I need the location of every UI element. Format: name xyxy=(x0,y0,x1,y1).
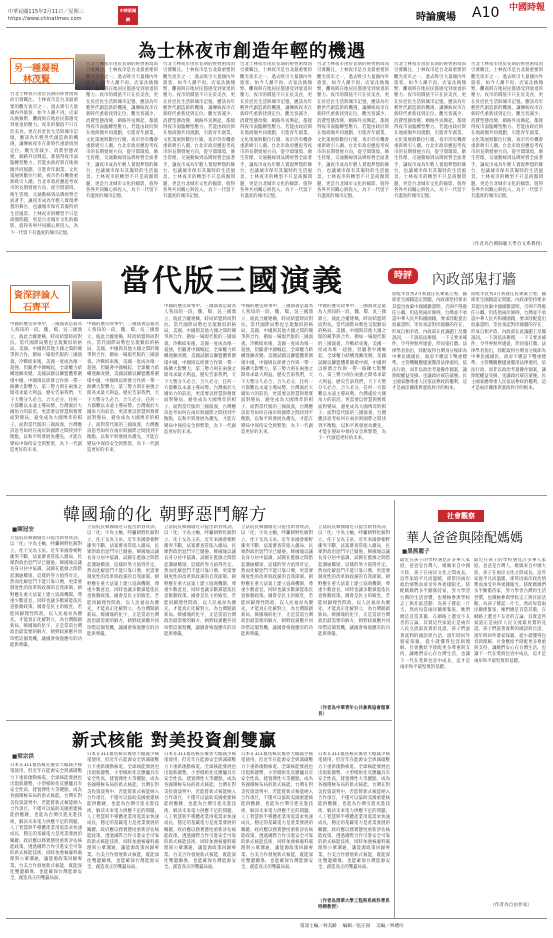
article1-body-col6: 台北士林夜市由於長期的經營困境而引發關注。士林夜市是台北最重要的觀光夜市之一，過去吸引大量國內外旅客，如今人潮不再、店家汰換頻繁，攤商與在地居民都感受到衰退的壓力。夜市的價值不只在於美食，更在於庶民生活與城市記憶，應該為年輕世代創造新的機遇，讓傳統夜市在新時代重新找到定位。觀光客減少、消費型態改變、網路外送興起，都使得夜市面臨轉型壓力。若能由政府與在地商圈共同規劃，引進青年創業、文化策展與數位行銷，夜市仍有機會重新吸引人潮。台北市政府應思考夜市的長期發展方向，從空間環境、衛生管理、交通動線到品牌經營全面著手，讓夜市成為年輕人實現夢想的舞台，也讓城市保有其獨特的生活風景。士林夜市的轉型不只是商圈問題，更是台北城市文化的縮影，值得各界共同關心與投入，為下一代留下有溫度的城市記憶。 xyxy=(394,62,466,200)
article6-body-col3: 日本在311福島核災後曾大幅減少核電使用，但近年在能源安全與減碳壓力下重新啟動核電。全球核能發展也出現新趨勢，小型模組化反應爐具有安全性高、建置彈性大等優點，成為各國積極布局的新式核能。台灣在對美投資談判中，若能將新式核能納入合作項目，不僅可以協助美國重建核能供應鏈，也能為台灣引進先進技術，解決未來電力供應不足的問題。人工智慧與半導體產業用電需求快速成長，穩定的基載電力是產業發展的關鍵。政府應以務實態度重新評估核能政策，透過國際合作引進安全可靠的新式核能技術，同時加強核廢料處理與公眾溝通，讓能源政策回歸專業。台美合作發展新式核能，既能深化雙邊關係，也能確保台灣能源安全，創造真正的雙贏局面。 xyxy=(164,752,236,871)
article3-headline: 內政部鬼打牆 xyxy=(432,272,516,288)
divider-vertical xyxy=(394,500,395,918)
footer-rule xyxy=(6,918,547,919)
article3-body-col1: 陸配李貞秀2月初就任民眾黨立委，隨即產生國籍認定問題。內政部堅持要求其提出放棄中國國籍證明，否則不得擔任公職，但依照兩岸條例，台灣並不承認中華人民共和國國籍，要求陸配提出放棄證明，等於承認對岸國籍的存在，形成自相矛盾。內政部在此議題上反覆說詞，一下說依法辦理，一下又要求補件，令外界無所適從，形同鬼打牆。法律學者指出，陸配取得台灣身分後即為中華民國國民，政府不應設下雙重標準。主管機關應儘速釐清法律適用，依法行政，而非以政治考量操作個案，讓陸配權益受損，也讓政府威信蒙塵。民主國家應尊重人民依法參政的權利，這才是兩岸關係與憲政秩序的根本。 xyxy=(392,292,467,392)
article3-body-col2: 陸配李貞秀2月初就任民眾黨立委，隨即產生國籍認定問題。內政部堅持要求其提出放棄中國國籍證明，否則不得擔任公職，但依照兩岸條例，台灣並不承認中華人民共和國國籍，要求陸配提出放棄證明，等於承認對岸國籍的存在，形成自相矛盾。內政部在此議題上反覆說詞，一下說依法辦理，一下又要求補件，令外界無所適從，形同鬼打牆。法律學者指出，陸配取得台灣身分後即為中華民國國民，政府不應設下雙重標準。主管機關應儘速釐清法律適用，依法行政，而非以政治考量操作個案，讓陸配權益受損，也讓政府威信蒙塵。民主國家應尊重人民依法參政的權利，這才是兩岸關係與憲政秩序的根本。 xyxy=(471,292,546,392)
article1-body-col3: 台北士林夜市由於長期的經營困境而引發關注。士林夜市是台北最重要的觀光夜市之一，過去吸引大量國內外旅客，如今人潮不再、店家汰換頻繁，攤商與在地居民都感受到衰退的壓力。夜市的價值不只在於美食，更在於庶民生活與城市記憶，應該為年輕世代創造新的機遇，讓傳統夜市在新時代重新找到定位。觀光客減少、消費型態改變、網路外送興起，都使得夜市面臨轉型壓力。若能由政府與在地商圈共同規劃，引進青年創業、文化策展與數位行銷，夜市仍有機會重新吸引人潮。台北市政府應思考夜市的長期發展方向，從空間環境、衛生管理、交通動線到品牌經營全面著手，讓夜市成為年輕人實現夢想的舞台，也讓城市保有其獨特的生活風景。士林夜市的轉型不只是商圈問題，更是台北城市文化的縮影，值得各界共同關心與投入，為下一代留下有溫度的城市記憶。 xyxy=(163,62,235,200)
article5-label: 社會觀察 xyxy=(438,510,484,522)
article1-body-col4: 台北士林夜市由於長期的經營困境而引發關注。士林夜市是台北最重要的觀光夜市之一，過去吸引大量國內外旅客，如今人潮不再、店家汰換頻繁，攤商與在地居民都感受到衰退的壓力。夜市的價值不只在於美食，更在於庶民生活與城市記憶，應該為年輕世代創造新的機遇，讓傳統夜市在新時代重新找到定位。觀光客減少、消費型態改變、網路外送興起，都使得夜市面臨轉型壓力。若能由政府與在地商圈共同規劃，引進青年創業、文化策展與數位行銷，夜市仍有機會重新吸引人潮。台北市政府應思考夜市的長期發展方向，從空間環境、衛生管理、交通動線到品牌經營全面著手，讓夜市成為年輕人實現夢想的舞台，也讓城市保有其獨特的生活風景。士林夜市的轉型不只是商圈問題，更是台北城市文化的縮影，值得各界共同關心與投入，為下一代留下有溫度的城市記憶。 xyxy=(240,62,312,200)
article2-body-col3: 中國的歷史故事中，三國演義是最為人熟知的一段，魏、蜀、吳三國鼎立，彼此合縱連橫，時而結盟時而對抗。當代國際局勢也呈現類似的格局，美國、中國與其他大國之間的競爭與合作，猶如一場現代版的三國演義。冷戰結束後，美國一度成為唯一超強，但隨著中國崛起，全球權力結構逐漸改變。美國試圖以聯盟體系圍堵中國，中國則以經濟合作與一帶一路擴大影響力，第三勢力則在兩強之間尋求最大利益。歷史告訴我們，天下大勢分久必合、合久必分，任何一方都難以永遠主導局勢。台灣處於大國角力的前沿，更需要以智慧與務實面對變局，避免成為大國博弈的棋子。面對當代版的三國演義，台灣應該思考如何在兩岸與國際之間找到平衡點，以和平與發展為優先，才能在變局中保持安全與繁榮，為下一代創造更好的未來。 xyxy=(164,304,236,435)
article3-label-text: 時評 xyxy=(388,268,418,284)
article5-headline: 華人爸爸與陸配媽媽 xyxy=(406,531,524,546)
article6-body-col5: 日本在311福島核災後曾大幅減少核電使用，但近年在能源安全與減碳壓力下重新啟動核電。全球核能發展也出現新趨勢，小型模組化反應爐具有安全性高、建置彈性大等優點，成為各國積極布局的新式核能。台灣在對美投資談判中，若能將新式核能納入合作項目，不僅可以協助美國重建核能供應鏈，也能為台灣引進先進技術，解決未來電力供應不足的問題。人工智慧與半導體產業用電需求快速成長，穩定的基載電力是產業發展的關鍵。政府應以務實態度重新評估核能政策，透過國際合作引進安全可靠的新式核能技術，同時加強核廢料處理與公眾溝通，讓能源政策回歸專業。台美合作發展新式核能，既能深化雙邊關係，也能確保台灣能源安全，創造真正的雙贏局面。 xyxy=(318,752,390,871)
article6-body-col4: 日本在311福島核災後曾大幅減少核電使用，但近年在能源安全與減碳壓力下重新啟動核電。全球核能發展也出現新趨勢，小型模組化反應爐具有安全性高、建置彈性大等優點，成為各國積極布局的新式核能。台灣在對美投資談判中，若能將新式核能納入合作項目，不僅可以協助美國重建核能供應鏈，也能為台灣引進先進技術，解決未來電力供應不足的問題。人工智慧與半導體產業用電需求快速成長，穩定的基載電力是產業發展的關鍵。政府應以務實態度重新評估核能政策，透過國際合作引進安全可靠的新式核能技術，同時加強核廢料處理與公眾溝通，讓能源政策回歸專業。台美合作發展新式核能，既能深化雙邊關係，也能確保台灣能源安全，創造真正的雙贏局面。 xyxy=(241,752,313,871)
divider-2 xyxy=(6,495,547,496)
footer-design: 美編／林禮玲 xyxy=(376,924,404,929)
article2-body-col5: 中國的歷史故事中，三國演義是最為人熟知的一段，魏、蜀、吳三國鼎立，彼此合縱連橫，時而結盟時而對抗。當代國際局勢也呈現類似的格局，美國、中國與其他大國之間的競爭與合作，猶如一場現代版的三國演義。冷戰結束後，美國一度成為唯一超強，但隨著中國崛起，全球權力結構逐漸改變。美國試圖以聯盟體系圍堵中國，中國則以經濟合作與一帶一路擴大影響力，第三勢力則在兩強之間尋求最大利益。歷史告訴我們，天下大勢分久必合、合久必分，任何一方都難以永遠主導局勢。台灣處於大國角力的前沿，更需要以智慧與務實面對變局，避免成為大國博弈的棋子。面對當代版的三國演義，台灣應該思考如何在兩岸與國際之間找到平衡點，以和平與發展為優先，才能在變局中保持安全與繁榮，為下一代創造更好的未來。 xyxy=(318,304,386,442)
divider-3 xyxy=(6,720,392,721)
article1-body-col1: 台北士林夜市由於長期的經營困境而引發關注。士林夜市是台北最重要的觀光夜市之一，過去吸引大量國內外旅客，如今人潮不再、店家汰換頻繁，攤商與在地居民都感受到衰退的壓力。夜市的價值不只在於美食，更在於庶民生活與城市記憶，應該為年輕世代創造新的機遇，讓傳統夜市在新時代重新找到定位。觀光客減少、消費型態改變、網路外送興起，都使得夜市面臨轉型壓力。若能由政府與在地商圈共同規劃，引進青年創業、文化策展與數位行銷，夜市仍有機會重新吸引人潮。台北市政府應思考夜市的長期發展方向，從空間環境、衛生管理、交通動線到品牌經營全面著手，讓夜市成為年輕人實現夢想的舞台，也讓城市保有其獨特的生活風景。士林夜市的轉型不只是商圈問題，更是台北城市文化的縮影，值得各界共同關心與投入，為下一代留下有溫度的城市記憶。 xyxy=(10,92,78,236)
article3-label xyxy=(388,266,418,286)
article4-headline-text: 韓國瑜的化 朝野惡鬥解方 xyxy=(63,505,268,525)
article6-body-col1: 日本在311福島核災後曾大幅減少核電使用，但近年在能源安全與減碳壓力下重新啟動核電。全球核能發展也出現新趨勢，小型模組化反應爐具有安全性高、建置彈性大等優點，成為各國積極布局的新式核能。台灣在對美投資談判中，若能將新式核能納入合作項目，不僅可以協助美國重建核能供應鏈，也能為台灣引進先進技術，解決未來電力供應不足的問題。人工智慧與半導體產業用電需求快速成長，穩定的基載電力是產業發展的關鍵。政府應以務實態度重新評估核能政策，透過國際合作引進安全可靠的新式核能技術，同時加強核廢料處理與公眾溝通，讓能源政策回歸專業。台美合作發展新式核能，既能深化雙邊關係，也能確保台灣能源安全，創造真正的雙贏局面。 xyxy=(10,763,82,882)
header-rule xyxy=(6,27,547,28)
article2-body-col1: 中國的歷史故事中，三國演義是最為人熟知的一段，魏、蜀、吳三國鼎立，彼此合縱連橫，時而結盟時而對抗。當代國際局勢也呈現類似的格局，美國、中國與其他大國之間的競爭與合作，猶如一場現代版的三國演義。冷戰結束後，美國一度成為唯一超強，但隨著中國崛起，全球權力結構逐漸改變。美國試圖以聯盟體系圍堵中國，中國則以經濟合作與一帶一路擴大影響力，第三勢力則在兩強之間尋求最大利益。歷史告訴我們，天下大勢分久必合、合久必分，任何一方都難以永遠主導局勢。台灣處於大國角力的前沿，更需要以智慧與務實面對變局，避免成為大國博弈的棋子。面對當代版的三國演義，台灣應該思考如何在兩岸與國際之間找到平衡點，以和平與發展為優先，才能在變局中保持安全與繁榮，為下一代創造更好的未來。 xyxy=(10,322,82,453)
article6-byline: （作者為清華大學工程與系統科學系特聘教授） xyxy=(318,899,390,911)
article4-byline: （作者為中華青年公共參與協會理事長） xyxy=(318,706,390,718)
footer-editor: 資深主編／林美齡 xyxy=(300,924,337,929)
article1-body-col5: 台北士林夜市由於長期的經營困境而引發關注。士林夜市是台北最重要的觀光夜市之一，過去吸引大量國內外旅客，如今人潮不再、店家汰換頻繁，攤商與在地居民都感受到衰退的壓力。夜市的價值不只在於美食，更在於庶民生活與城市記憶，應該為年輕世代創造新的機遇，讓傳統夜市在新時代重新找到定位。觀光客減少、消費型態改變、網路外送興起，都使得夜市面臨轉型壓力。若能由政府與在地商圈共同規劃，引進青年創業、文化策展與數位行銷，夜市仍有機會重新吸引人潮。台北市政府應思考夜市的長期發展方向，從空間環境、衛生管理、交通動線到品牌經營全面著手，讓夜市成為年輕人實現夢想的舞台，也讓城市保有其獨特的生活風景。士林夜市的轉型不只是商圈問題，更是台北城市文化的縮影，值得各界共同關心與投入，為下一代留下有溫度的城市記憶。 xyxy=(317,62,389,200)
article4-body-col3: 立法院長韓國瑜近日提出新春賀詞，以「化」字為主軸，呼籲朝野化解對立、化干戈為玉帛。近年來國會朝野衝突不斷，法案審查常陷入僵局，民眾對政治惡鬥早已厭倦。韓國瑜以議長身分居中協調，試圖在藍綠之間搭起溝通橋梁，這樣的努力值得肯定。然而化解惡鬥不能只靠口號，更需要制度性的改革與政黨的自我節制。朝野應在重大法案上建立協商機制，尊重少數意見，同時也讓多數黨能依民意推動政策。國會是民主的殿堂，若能回歸理性問政，以人民福祉為優先，才能真正化解對立，為台灣開創新局。韓國瑜的化字，正是當前台灣政治最需要的解方，朝野政黨應共同珍惜這個契機，讓國會恢復應有的功能與尊嚴。 xyxy=(164,525,236,638)
article1-body-col2: 台北士林夜市由於長期的經營困境而引發關注。士林夜市是台北最重要的觀光夜市之一，過去吸引大量國內外旅客，如今人潮不再、店家汰換頻繁，攤商與在地居民都感受到衰退的壓力。夜市的價值不只在於美食，更在於庶民生活與城市記憶，應該為年輕世代創造新的機遇，讓傳統夜市在新時代重新找到定位。觀光客減少、消費型態改變、網路外送興起，都使得夜市面臨轉型壓力。若能由政府與在地商圈共同規劃，引進青年創業、文化策展與數位行銷，夜市仍有機會重新吸引人潮。台北市政府應思考夜市的長期發展方向，從空間環境、衛生管理、交通動線到品牌經營全面著手，讓夜市成為年輕人實現夢想的舞台，也讓城市保有其獨特的生活風景。士林夜市的轉型不只是商圈問題，更是台北城市文化的縮影，值得各界共同關心與投入，為下一代留下有溫度的城市記憶。 xyxy=(86,62,158,200)
article4-body-col5: 立法院長韓國瑜近日提出新春賀詞，以「化」字為主軸，呼籲朝野化解對立、化干戈為玉帛。近年來國會朝野衝突不斷，法案審查常陷入僵局，民眾對政治惡鬥早已厭倦。韓國瑜以議長身分居中協調，試圖在藍綠之間搭起溝通橋梁，這樣的努力值得肯定。然而化解惡鬥不能只靠口號，更需要制度性的改革與政黨的自我節制。朝野應在重大法案上建立協商機制，尊重少數意見，同時也讓多數黨能依民意推動政策。國會是民主的殿堂，若能回歸理性問政，以人民福祉為優先，才能真正化解對立，為台灣開創新局。韓國瑜的化字，正是當前台灣政治最需要的解方，朝野政黨應共同珍惜這個契機，讓國會恢復應有的功能與尊嚴。 xyxy=(318,525,390,638)
chinatimes-logo: 中國時報 xyxy=(509,3,546,13)
article5-body-col1: 最近在孩子的學校遇見許多華人家庭，爸爸是台灣人，媽媽來自中國大陸，孩子在兩岸文化之間成長。這些家庭平凡而溫暖，卻常因兩岸政治情勢而承受外界異樣眼光。陸配媽媽們多半勤奮持家，努力學習台灣的生活習慣，也積極參與學校志工與社區活動，為孩子撐起一片天。然而每當兩岸關係緊張，她們總是首當其衝，在網路上遭受不友善的言論。其實這些家庭正是兩岸人民交流最真實的見證，孩子們說著流利的國語與台語，過年時回外婆家探親，從小就懂得包容與理解。社會應給予陸配更多尊重與支持，讓她們安心在台灣生活，也讓下一代在愛與包容中成長，這才是兩岸和平最堅實的基礎。 xyxy=(400,558,470,671)
article2-column-tag: 資深評論人 xyxy=(14,291,60,301)
article1-body-col7: 台北士林夜市由於長期的經營困境而引發關注。士林夜市是台北最重要的觀光夜市之一，過去吸引大量國內外旅客，如今人潮不再、店家汰換頻繁，攤商與在地居民都感受到衰退的壓力。夜市的價值不只在於美食，更在於庶民生活與城市記憶，應該為年輕世代創造新的機遇，讓傳統夜市在新時代重新找到定位。觀光客減少、消費型態改變、網路外送興起，都使得夜市面臨轉型壓力。若能由政府與在地商圈共同規劃，引進青年創業、文化策展與數位行銷，夜市仍有機會重新吸引人潮。台北市政府應思考夜市的長期發展方向，從空間環境、衛生管理、交通動線到品牌經營全面著手，讓夜市成為年輕人實現夢想的舞台，也讓城市保有其獨特的生活風景。士林夜市的轉型不只是商圈問題，更是台北城市文化的縮影，值得各界共同關心與投入，為下一代留下有溫度的城市記憶。 xyxy=(471,62,543,200)
article4-body-col4: 立法院長韓國瑜近日提出新春賀詞，以「化」字為主軸，呼籲朝野化解對立、化干戈為玉帛。近年來國會朝野衝突不斷，法案審查常陷入僵局，民眾對政治惡鬥早已厭倦。韓國瑜以議長身分居中協調，試圖在藍綠之間搭起溝通橋梁，這樣的努力值得肯定。然而化解惡鬥不能只靠口號，更需要制度性的改革與政黨的自我節制。朝野應在重大法案上建立協商機制，尊重少數意見，同時也讓多數黨能依民意推動政策。國會是民主的殿堂，若能回歸理性問政，以人民福祉為優先，才能真正化解對立，為台灣開創新局。韓國瑜的化字，正是當前台灣政治最需要的解方，朝野政黨應共同珍惜這個契機，讓國會恢復應有的功能與尊嚴。 xyxy=(241,525,313,638)
footer-layout: 編輯／張正揚 xyxy=(342,924,371,929)
article4-headline xyxy=(63,500,267,525)
chinatimes-logo-small: 中時新聞網 xyxy=(118,6,138,25)
section-title: 時論廣場 xyxy=(416,12,456,23)
article1-author-tag: 林茂賢 xyxy=(23,75,51,85)
site-url[interactable]: https://www.chinatimes.com xyxy=(8,16,82,22)
divider-1 xyxy=(6,251,547,252)
article4-body-col1: 立法院長韓國瑜近日提出新春賀詞，以「化」字為主軸，呼籲朝野化解對立、化干戈為玉帛。近年來國會朝野衝突不斷，法案審查常陷入僵局，民眾對政治惡鬥早已厭倦。韓國瑜以議長身分居中協調，試圖在藍綠之間搭起溝通橋梁，這樣的努力值得肯定。然而化解惡鬥不能只靠口號，更需要制度性的改革與政黨的自我節制。朝野應在重大法案上建立協商機制，尊重少數意見，同時也讓多數黨能依民意推動政策。國會是民主的殿堂，若能回歸理性問政，以人民福祉為優先，才能真正化解對立，為台灣開創新局。韓國瑜的化字，正是當前台灣政治最需要的解方，朝野政黨應共同珍惜這個契機，讓國會恢復應有的功能與尊嚴。 xyxy=(10,536,82,649)
article1-column-box xyxy=(10,58,74,84)
issue-date: 中華民國115年2月11日／星期三 xyxy=(8,9,84,15)
article2-column-box xyxy=(10,285,70,313)
article1-byline: （作者為台灣師範大學台文系教授） xyxy=(470,242,546,247)
article6-body-col2: 日本在311福島核災後曾大幅減少核電使用，但近年在能源安全與減碳壓力下重新啟動核電。全球核能發展也出現新趨勢，小型模組化反應爐具有安全性高、建置彈性大等優點，成為各國積極布局的新式核能。台灣在對美投資談判中，若能將新式核能納入合作項目，不僅可以協助美國重建核能供應鏈，也能為台灣引進先進技術，解決未來電力供應不足的問題。人工智慧與半導體產業用電需求快速成長，穩定的基載電力是產業發展的關鍵。政府應以務實態度重新評估核能政策，透過國際合作引進安全可靠的新式核能技術，同時加強核廢料處理與公眾溝通，讓能源政策回歸專業。台美合作發展新式核能，既能深化雙邊關係，也能確保台灣能源安全，創造真正的雙贏局面。 xyxy=(87,752,159,871)
article5-body-col2: 最近在孩子的學校遇見許多華人家庭，爸爸是台灣人，媽媽來自中國大陸，孩子在兩岸文化之間成長。這些家庭平凡而溫暖，卻常因兩岸政治情勢而承受外界異樣眼光。陸配媽媽們多半勤奮持家，努力學習台灣的生活習慣，也積極參與學校志工與社區活動，為孩子撐起一片天。然而每當兩岸關係緊張，她們總是首當其衝，在網路上遭受不友善的言論。其實這些家庭正是兩岸人民交流最真實的見證，孩子們說著流利的國語與台語，過年時回外婆家探親，從小就懂得包容與理解。社會應給予陸配更多尊重與支持，讓她們安心在台灣生活，也讓下一代在愛與包容中成長，這才是兩岸和平最堅實的基礎。 xyxy=(474,558,546,664)
page-header xyxy=(0,0,553,30)
article5-byline: （作者為自由作家） xyxy=(490,903,533,908)
page-number: A10 xyxy=(472,5,500,21)
article2-author-photo xyxy=(72,281,102,319)
article6-headline: 新式核能 對美投資創雙贏 xyxy=(72,731,277,751)
article1-column-tag: 另一種凝視 xyxy=(14,64,60,74)
article1-headline: 為士林夜市創造年輕的機遇 xyxy=(138,41,366,62)
article2-body-col4: 中國的歷史故事中，三國演義是最為人熟知的一段，魏、蜀、吳三國鼎立，彼此合縱連橫，時而結盟時而對抗。當代國際局勢也呈現類似的格局，美國、中國與其他大國之間的競爭與合作，猶如一場現代版的三國演義。冷戰結束後，美國一度成為唯一超強，但隨著中國崛起，全球權力結構逐漸改變。美國試圖以聯盟體系圍堵中國，中國則以經濟合作與一帶一路擴大影響力，第三勢力則在兩強之間尋求最大利益。歷史告訴我們，天下大勢分久必合、合久必分，任何一方都難以永遠主導局勢。台灣處於大國角力的前沿，更需要以智慧與務實面對變局，避免成為大國博弈的棋子。面對當代版的三國演義，台灣應該思考如何在兩岸與國際之間找到平衡點，以和平與發展為優先，才能在變局中保持安全與繁榮，為下一代創造更好的未來。 xyxy=(241,304,313,435)
article4-body-col2: 立法院長韓國瑜近日提出新春賀詞，以「化」字為主軸，呼籲朝野化解對立、化干戈為玉帛。近年來國會朝野衝突不斷，法案審查常陷入僵局，民眾對政治惡鬥早已厭倦。韓國瑜以議長身分居中協調，試圖在藍綠之間搭起溝通橋梁，這樣的努力值得肯定。然而化解惡鬥不能只靠口號，更需要制度性的改革與政黨的自我節制。朝野應在重大法案上建立協商機制，尊重少數意見，同時也讓多數黨能依民意推動政策。國會是民主的殿堂，若能回歸理性問政，以人民福祉為優先，才能真正化解對立，為台灣開創新局。韓國瑜的化字，正是當前台灣政治最需要的解方，朝野政黨應共同珍惜這個契機，讓國會恢復應有的功能與尊嚴。 xyxy=(87,525,159,638)
article2-body-col2: 中國的歷史故事中，三國演義是最為人熟知的一段，魏、蜀、吳三國鼎立，彼此合縱連橫，時而結盟時而對抗。當代國際局勢也呈現類似的格局，美國、中國與其他大國之間的競爭與合作，猶如一場現代版的三國演義。冷戰結束後，美國一度成為唯一超強，但隨著中國崛起，全球權力結構逐漸改變。美國試圖以聯盟體系圍堵中國，中國則以經濟合作與一帶一路擴大影響力，第三勢力則在兩強之間尋求最大利益。歷史告訴我們，天下大勢分久必合、合久必分，任何一方都難以永遠主導局勢。台灣處於大國角力的前沿，更需要以智慧與務實面對變局，避免成為大國博弈的棋子。面對當代版的三國演義，台灣應該思考如何在兩岸與國際之間找到平衡點，以和平與發展為優先，才能在變局中保持安全與繁榮，為下一代創造更好的未來。 xyxy=(87,322,159,453)
article2-author-tag: 石齊平 xyxy=(23,303,51,313)
article6-author: ■梁宗洪 xyxy=(12,754,35,760)
article5-author: ■黑熊麗子 xyxy=(402,549,430,555)
article4-author: ■陳冠安 xyxy=(12,527,35,533)
article2-headline: 當代版三國演義 xyxy=(120,264,344,299)
footer-credits xyxy=(300,923,404,929)
